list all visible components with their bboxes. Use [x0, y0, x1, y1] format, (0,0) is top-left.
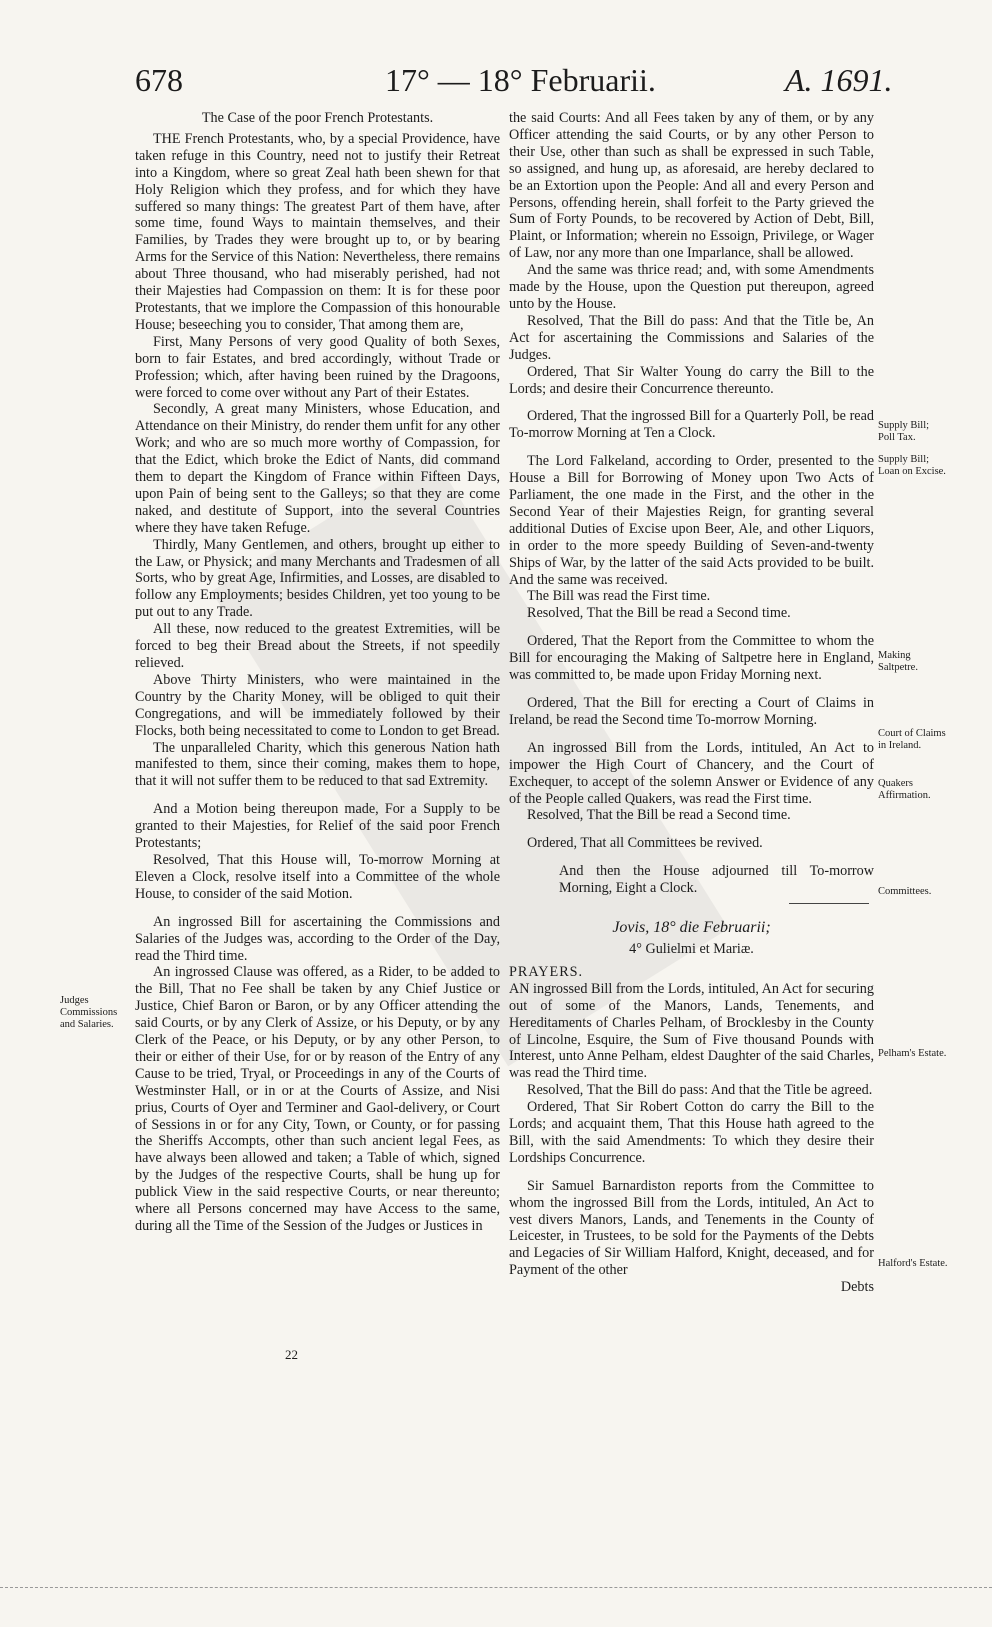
paragraph: And a Motion being thereupon made, For a Supply to be granted to their Majesties, for Relief of the said poor French Protestants; [135, 801, 500, 852]
paragraph: An ingrossed Clause was offered, as a Rider, to be added to the Bill, That no Fee shall be taken by any Chief Justice or Justice, Chief Baron or Baron, or by any Officer attending the said Courts, or by any Clerk of Assize, or his Deputy, or by any Clerk of the Peace, or his Deputy, or by any other Person, to their or either of their Use, for or by reason of the Entry of any Cause to be tried, Tryal, or Proceedings in any of the Courts of Westminster Hall, or in or at the Courts of Assize, and Nisi prius, Courts of Oyer and Terminer and Gaol-delivery, or Court of Sessions in or for any City, Town, or County, or for passing the Sheriffs Accompts, other than such ancient legal Fees, as have always been allowed and taken; a Table of which, signed by the Judges of the respective Courts, shall be hung up for publick View in the said respective Courts, or near thereunto; where all Persons concerned may have Access to the same, during all the Time of the Session of the Judges or Justices in [135, 964, 500, 1234]
margin-note-quakers: Quakers Affirmation. [878, 778, 931, 801]
page-year: A. 1691. [785, 62, 893, 98]
paragraph: AN ingrossed Bill from the Lords, intituled, An Act for securing out of some of the Manors, Lands, Tenements, and Hereditaments of Charles Pelham, of Brocklesby in the County of Lincolne, Esquire, the Sum of Five thousand Pounds with Interest, unto Anne Pelham, eldest Daughter of the said Charles, was read the Third time. [509, 980, 874, 1082]
paragraph: Above Thirty Ministers, who were maintained in the Country by the Charity Money, will be obliged to quit their Congregations, and will be immediately followed by their Flocks, both being necessitated to come to London to get Bread. [135, 671, 500, 739]
reign-line: 4° Gulielmi et Mariæ. [629, 940, 754, 957]
paragraph: Resolved, That the Bill do pass: And that the Title be, An Act for ascertaining the Commissions and Salaries of the Judges. [509, 312, 874, 363]
paragraph: the said Courts: And all Fees taken by any of them, or by any Officer attending the said Courts, or by any other Person to their Use, other than such as shall be expressed in such Table, so assigned, and hung up, as aforesaid, are hereby declared to be an Extortion upon the People: And all and every Person and Persons, offending herein, shall forfeit to the Party grieved the Sum of Forty Pounds, to be recovered by Action of Debt, Bill, Plaint, or Information; wherein no Essoign, Privilege, or Wager of Law, nor any more than one Imparlance, shall be allowed. [509, 110, 874, 262]
page-number: 678 [135, 62, 183, 98]
paragraph: And the same was thrice read; and, with some Amendments made by the House, upon the Question put thereupon, agreed unto by the House. [509, 262, 874, 312]
margin-note-saltpetre: Making Saltpetre. [878, 650, 918, 673]
page-date-heading: 17° — 18° Februarii. [385, 62, 656, 98]
margin-note-pelham: Pelham's Estate. [878, 1048, 947, 1059]
day-heading: Jovis, 18° die Februarii; [612, 919, 771, 937]
paragraph: Resolved, That this House will, To-morrow Morning at Eleven a Clock, resolve itself into a Committee of the whole House, to consider of the said Motion. [135, 851, 500, 902]
paragraph: The Bill was read the First time. [527, 588, 711, 605]
paragraph: Ordered, That the ingrossed Bill for a Quarterly Poll, be read To-morrow Morning at Ten a Clock. [509, 408, 874, 442]
page-edge-line [0, 1587, 992, 1588]
paragraph: Ordered, That the Bill for erecting a Court of Claims in Ireland, be read the Second time To-morrow Morning. [509, 695, 874, 728]
paragraph: Resolved, That the Bill do pass: And that the Title be agreed. [527, 1082, 873, 1099]
margin-note-halford: Halford's Estate. [878, 1258, 948, 1269]
paragraph: Sir Samuel Barnardiston reports from the Committee to whom the ingrossed Bill from the Lords, intituled, An Act to vest divers Manors, Lands, and Tenements in the County of Leicester, in Trustees, to be sold for the Payments of the Debts and Legacies of Sir William Halford, Knight, deceased, and for Payment of the other [509, 1177, 874, 1279]
left-column [135, 110, 500, 1235]
margin-note-committees: Committees. [878, 886, 932, 897]
paragraph: First, Many Persons of very good Quality of both Sexes, born to fair Estates, and bred accordingly, without Trade or Profession; which, after having been ruined by the Dragoons, were forced to come over without any Part of their Estates. [135, 333, 500, 401]
paragraph: Ordered, That Sir Walter Young do carry the Bill to the Lords; and desire their Concurrence thereunto. [509, 363, 874, 397]
margin-note-excise: Supply Bill; Loan on Excise. [878, 454, 946, 477]
paragraph: THE French Protestants, who, by a special Providence, have taken refuge in this Country, need not to justify their Retreat into a Kingdom, where so great Zeal hath been shewn for that Holy Religion which they profess, and for which they have suffered so many things: The greatest Part of them have, after some time, found Ways to maintain themselves, and their Families, by Trades they were brought up to, or by bearing Arms for the Service of this Nation: Nevertheless, there remains about Three thousand, who had miserably perished, had not their Majesties had Compassion on them: It is for these poor Protestants, that we implore the Compassion of this honourable House; beseeching you to consider, That among them are, [135, 130, 500, 333]
paragraph: Thirdly, Many Gentlemen, and others, brought up either to the Law, or Physick; and many Merchants and Tradesmen of all Sorts, who by great Age, Infirmities, and Losses, are disabled to follow any Employments; besides Children, yet too young to be put out to any Trade. [135, 536, 500, 621]
paragraph: Ordered, That all Committees be revived. [527, 835, 763, 852]
signature-mark: 22 [285, 1347, 298, 1362]
catchword: Debts [840, 1279, 874, 1296]
adjournment: And then the House adjourned till To-morrow Morning, Eight a Clock. [559, 863, 874, 897]
margin-note-claims: Court of Claims in Ireland. [878, 728, 946, 751]
section-heading: The Case of the poor French Protestants. [201, 110, 434, 126]
divider [789, 903, 869, 904]
margin-note-judges: Judges Commissions and Salaries. [60, 995, 118, 1030]
paragraph: Resolved, That the Bill be read a Second time. [527, 807, 791, 824]
paragraph: All these, now reduced to the greatest Extremities, will be forced to beg their Bread about the Streets, if not speedily relieved. [135, 621, 500, 671]
paragraph: The Lord Falkeland, according to Order, presented to the House a Bill for Borrowing of Money upon Two Acts of Parliament, the one made in the First, and the other in the Second Year of their Majesties Reign, for granting several additional Duties of Excise upon Beer, Ale, and other Liquors, in order to the more speedy Building of Seven-and-twenty Ships of War, by the latter of the said Acts provided to be built. And the same was received. [509, 453, 874, 588]
margin-note-supply: Supply Bill; Poll Tax. [878, 420, 930, 443]
paragraph: Ordered, That the Report from the Committee to whom the Bill for encouraging the Making of Saltpetre here in England, was committed to, be made upon Friday Morning next. [509, 633, 874, 684]
paragraph: Resolved, That the Bill be read a Second time. [527, 605, 791, 622]
paragraph: Ordered, That Sir Robert Cotton do carry the Bill to the Lords; and acquaint them, That this House hath agreed to the Bill, with the said Amendments: To which they desire their Lordships Concurrence. [509, 1099, 874, 1166]
right-column [509, 110, 874, 1296]
prayers-heading: PRAYERS. [509, 963, 584, 980]
paragraph: An ingrossed Bill from the Lords, intituled, An Act to impower the High Court of Chancery, and the Court of Exchequer, to accept of the solemn Answer or Evidence of any of the People called Quakers, was read the First time. [509, 739, 874, 807]
paragraph: An ingrossed Bill for ascertaining the Commissions and Salaries of the Judges was, according to the Order of the Day, read the Third time. [135, 913, 500, 964]
paragraph: The unparalleled Charity, which this generous Nation hath manifested to them, since their coming, makes them to hope, that it will not suffer them to be reduced to that sad Extremity. [135, 739, 500, 790]
paragraph: Secondly, A great many Ministers, whose Education, and Attendance on their Ministry, do render them unfit for any other Work; and who are so much more worthy of Compassion, for that the Edict, which broke the Edict of Nants, did command them to depart the Kingdom of France within Fifteen Days, upon Pain of being sent to the Galleys; so that they are come naked, and destitute of Support, into the several Countries where they have taken Refuge. [135, 401, 500, 536]
